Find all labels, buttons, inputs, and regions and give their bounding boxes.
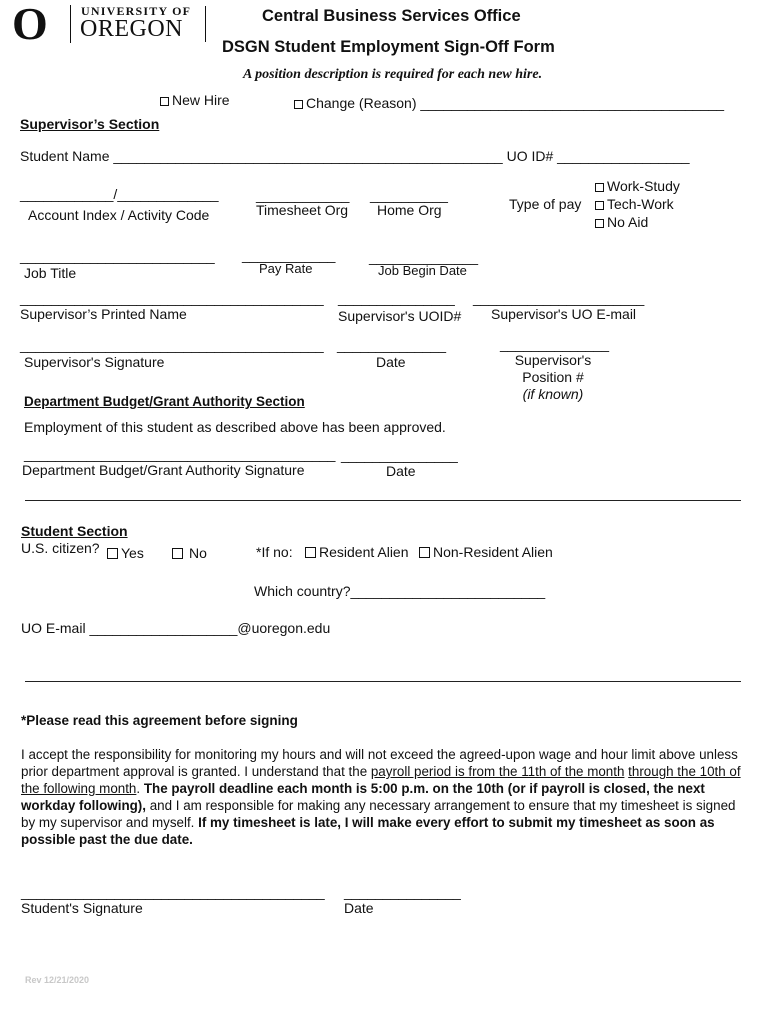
- citizen-no-option[interactable]: [172, 545, 207, 561]
- form-subtitle: A position description is required for each new hire.: [243, 67, 543, 82]
- citizen-question: U.S. citizen?: [21, 540, 100, 556]
- supervisor-uoid-label: Supervisor's UOID#: [338, 308, 462, 324]
- agreement-deadline: The payroll deadline each month is 5:00 p.m. on the 10th (or if payroll is closed, the next workday following),: [21, 781, 705, 813]
- work-study-checkbox[interactable]: [595, 183, 604, 192]
- resident-alien-label: Resident Alien: [319, 544, 409, 560]
- agreement-text-7: and I am responsible for making any necessary arrangement to ensure that my timesheet is signed by my supervisor and myself.: [21, 798, 736, 830]
- position-label-line2: Position #: [522, 369, 584, 385]
- agreement-text-1: I accept the responsibility for monitoring my hours and will not exceed the agreed-upon wage and hour limit above unless prior department approval is granted. I understand that the: [21, 747, 738, 779]
- home-org-label: Home Org: [377, 202, 442, 218]
- tech-work-checkbox[interactable]: [595, 201, 604, 210]
- pay-option-work-study[interactable]: [595, 178, 680, 194]
- change-label: Change (Reason) _______________________________________: [306, 95, 725, 111]
- supervisor-name-blank[interactable]: _______________________________________: [20, 290, 324, 306]
- agreement-late-policy: If my timesheet is late, I will make every effort to submit my timesheet as soon as possible past the due date.: [21, 815, 715, 847]
- supervisor-email-label: Supervisor's UO E-mail: [491, 306, 637, 322]
- logo-divider: [70, 5, 71, 43]
- revision-date: Rev 12/21/2020: [25, 975, 90, 985]
- country-field[interactable]: Which country?_________________________: [254, 583, 546, 599]
- citizen-yes-label: Yes: [121, 545, 144, 561]
- job-begin-blank[interactable]: ______________: [369, 249, 479, 265]
- position-number-blank[interactable]: ______________: [500, 336, 610, 352]
- budget-section-heading: Department Budget/Grant Authority Section: [24, 394, 305, 409]
- supervisor-section-heading: Supervisor’s Section: [20, 116, 160, 132]
- student-email-field[interactable]: UO E-mail ___________________@uoregon.edu: [21, 620, 331, 636]
- budget-date-blank[interactable]: _______________: [341, 447, 458, 463]
- new-hire-option[interactable]: [160, 92, 230, 108]
- position-number-label: [503, 352, 603, 403]
- agreement-through: through the 10th of the following month: [21, 764, 741, 796]
- supervisor-signature-blank[interactable]: _______________________________________: [20, 337, 324, 353]
- supervisor-uoid-blank[interactable]: _______________: [338, 290, 455, 306]
- no-aid-checkbox[interactable]: [595, 219, 604, 228]
- supervisor-name-label: Supervisor’s Printed Name: [20, 306, 187, 322]
- student-signature-label: Student's Signature: [21, 900, 143, 916]
- section-divider-2: [25, 681, 741, 682]
- home-org-blank[interactable]: __________: [370, 187, 448, 203]
- citizen-no-label: No: [189, 545, 207, 561]
- timesheet-org-blank[interactable]: ____________: [256, 187, 350, 203]
- logo-line1: UNIVERSITY OF: [81, 4, 192, 18]
- budget-date-label: Date: [386, 463, 416, 479]
- budget-signature-blank[interactable]: ________________________________________: [24, 446, 336, 462]
- pay-option-tech-work[interactable]: [595, 196, 674, 212]
- student-section-heading: Student Section: [21, 523, 128, 539]
- job-begin-label: Job Begin Date: [378, 263, 467, 278]
- timesheet-org-label: Timesheet Org: [256, 202, 349, 218]
- pay-rate-blank[interactable]: ____________: [242, 247, 336, 263]
- supervisor-date-label: Date: [376, 354, 406, 370]
- no-aid-label: No Aid: [607, 214, 649, 230]
- new-hire-label: New Hire: [172, 92, 230, 108]
- agreement-text: [21, 746, 743, 848]
- account-index-blank[interactable]: ____________/_____________: [20, 186, 219, 202]
- budget-approval-statement: Employment of this student as described above has been approved.: [24, 419, 446, 435]
- change-checkbox[interactable]: [294, 100, 303, 109]
- logo-mark: O: [12, 0, 47, 49]
- tech-work-label: Tech-Work: [607, 196, 674, 212]
- new-hire-checkbox[interactable]: [160, 97, 169, 106]
- nonresident-alien-label: Non-Resident Alien: [433, 544, 553, 560]
- supervisor-email-blank[interactable]: ______________________: [473, 290, 645, 306]
- job-title-label: Job Title: [24, 265, 77, 281]
- agreement-payroll-period: payroll period is from the 11th of the month: [370, 764, 625, 779]
- citizen-yes-checkbox[interactable]: [107, 548, 118, 559]
- agreement-heading: *Please read this agreement before signing: [21, 713, 298, 728]
- student-date-blank[interactable]: _______________: [344, 884, 461, 900]
- supervisor-date-blank[interactable]: ______________: [337, 337, 447, 353]
- job-title-blank[interactable]: _________________________: [20, 248, 215, 264]
- work-study-label: Work-Study: [607, 178, 680, 194]
- type-of-pay-label: Type of pay: [509, 196, 582, 212]
- citizen-yes-option[interactable]: [107, 545, 144, 561]
- logo-line2: OREGON: [80, 16, 183, 42]
- budget-signature-label: Department Budget/Grant Authority Signature: [22, 462, 305, 478]
- position-label-line3: (if known): [522, 386, 584, 402]
- header-divider: [205, 6, 206, 42]
- agreement-text-5: .: [136, 781, 144, 796]
- university-logo: [12, 0, 212, 49]
- position-label-line1: Supervisor's: [514, 352, 592, 368]
- resident-alien-option[interactable]: [305, 544, 409, 560]
- pay-option-no-aid[interactable]: [595, 214, 648, 230]
- supervisor-signature-label: Supervisor's Signature: [24, 354, 165, 370]
- pay-rate-label: Pay Rate: [259, 261, 313, 276]
- resident-alien-checkbox[interactable]: [305, 547, 316, 558]
- section-divider-1: [25, 500, 741, 501]
- student-date-label: Date: [344, 900, 374, 916]
- account-index-label: Account Index / Activity Code: [28, 207, 210, 223]
- student-name-field[interactable]: Student Name __________________________________________________ UO ID# _________________: [20, 148, 690, 164]
- student-signature-blank[interactable]: _______________________________________: [21, 884, 325, 900]
- change-option[interactable]: [294, 95, 724, 111]
- nonresident-alien-checkbox[interactable]: [419, 547, 430, 558]
- nonresident-alien-option[interactable]: [419, 544, 553, 560]
- if-no-label: *If no:: [256, 544, 293, 560]
- office-name: Central Business Services Office: [262, 7, 521, 25]
- citizen-no-checkbox[interactable]: [172, 548, 183, 559]
- form-title: DSGN Student Employment Sign-Off Form: [222, 38, 555, 56]
